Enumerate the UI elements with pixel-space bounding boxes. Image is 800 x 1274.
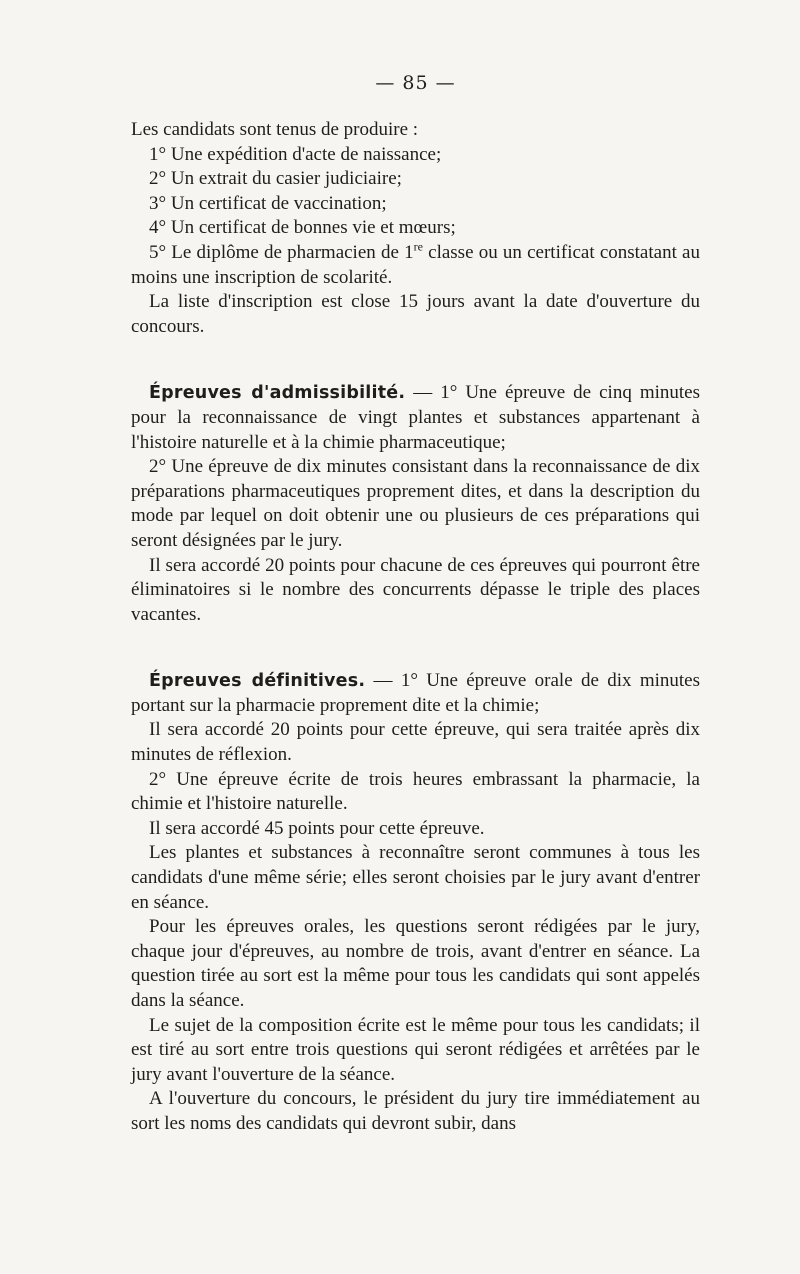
list-item-4: 4° Un certificat de bonnes vie et mœurs; <box>149 217 456 239</box>
list-item-3: 3° Un certificat de vaccination; <box>149 192 387 214</box>
definitives-section <box>131 669 700 1136</box>
ordinal-superscript: re <box>413 239 423 254</box>
definitives-p7: Le sujet de la composition écrite est le même pour tous les candidats; il est tiré au sort entre trois questions qui seront rédigées et arrêtées par le jury avant l'ouverture de la séance. <box>131 1014 700 1085</box>
admissibilite-heading: Épreuves d'admissibilité. <box>149 383 406 404</box>
list-item-5-start: 5° Le diplôme de pharmacien de 1 <box>149 241 414 263</box>
definitives-p6: Pour les épreuves orales, les questions seront rédigées par le jury, chaque jour d'épreuves, au nombre de trois, avant d'entrer en séance. La question tirée au sort est la même pour tous les candidats qui sont appelés dans la séance. <box>131 916 700 1011</box>
section-gap <box>131 339 700 381</box>
definitives-heading: Épreuves définitives. <box>149 671 366 692</box>
page-number: — 85 — <box>375 72 456 94</box>
intro-section <box>131 118 700 339</box>
admissibilite-p2: 2° Une épreuve de dix minutes consistant dans la reconnaissance de dix préparations pharmaceutiques proprement dites, et dans la description du mode par lequel on doit obtenir une ou plusieurs de ces préparations qui seront désignées par le jury. <box>131 456 700 551</box>
admissibilite-p3: Il sera accordé 20 points pour chacune de ces épreuves qui pourront être éliminatoires si le nombre des concurrents dépasse le triple des places vacantes. <box>131 554 700 625</box>
inscription-closing: La liste d'inscription est close 15 jours avant la date d'ouverture du concours. <box>131 291 700 337</box>
definitives-p1-text: — 1° Une épreuve orale de dix minutes portant sur la pharmacie proprement dite et la chimie; <box>131 670 700 716</box>
definitives-p4: Il sera accordé 45 points pour cette épreuve. <box>149 817 485 839</box>
definitives-p2: Il sera accordé 20 points pour cette épreuve, qui sera traitée après dix minutes de réflexion. <box>131 719 700 766</box>
admissibilite-p1-text: — 1° Une épreuve de cinq minutes pour la reconnaissance de vingt plantes et substances appartenant à l'histoire naturelle et à la chimie pharmaceutique; <box>131 382 700 453</box>
list-item-5 <box>131 241 700 290</box>
definitives-p3: 2° Une épreuve écrite de trois heures embrassant la pharmacie, la chimie et l'histoire naturelle. <box>131 768 700 815</box>
admissibilite-section <box>131 381 700 627</box>
section-gap <box>131 627 700 669</box>
definitives-p5: Les plantes et substances à reconnaître seront communes à tous les candidats d'une même série; elles seront choisies par le jury avant d'entrer en séance. <box>131 842 700 913</box>
list-item-1: 1° Une expédition d'acte de naissance; <box>149 143 442 165</box>
intro-lead: Les candidats sont tenus de produire : <box>131 119 419 140</box>
list-item-5-end: classe ou un certificat constatant au moins une inscription de scolarité. <box>131 241 700 288</box>
admissibilite-p1 <box>131 381 700 455</box>
definitives-p8: A l'ouverture du concours, le président du jury tire immédiatement au sort les noms des candidats qui devront subir, dans <box>131 1088 700 1134</box>
list-item-2: 2° Un extrait du casier judiciaire; <box>149 168 402 190</box>
definitives-p1 <box>131 669 700 718</box>
